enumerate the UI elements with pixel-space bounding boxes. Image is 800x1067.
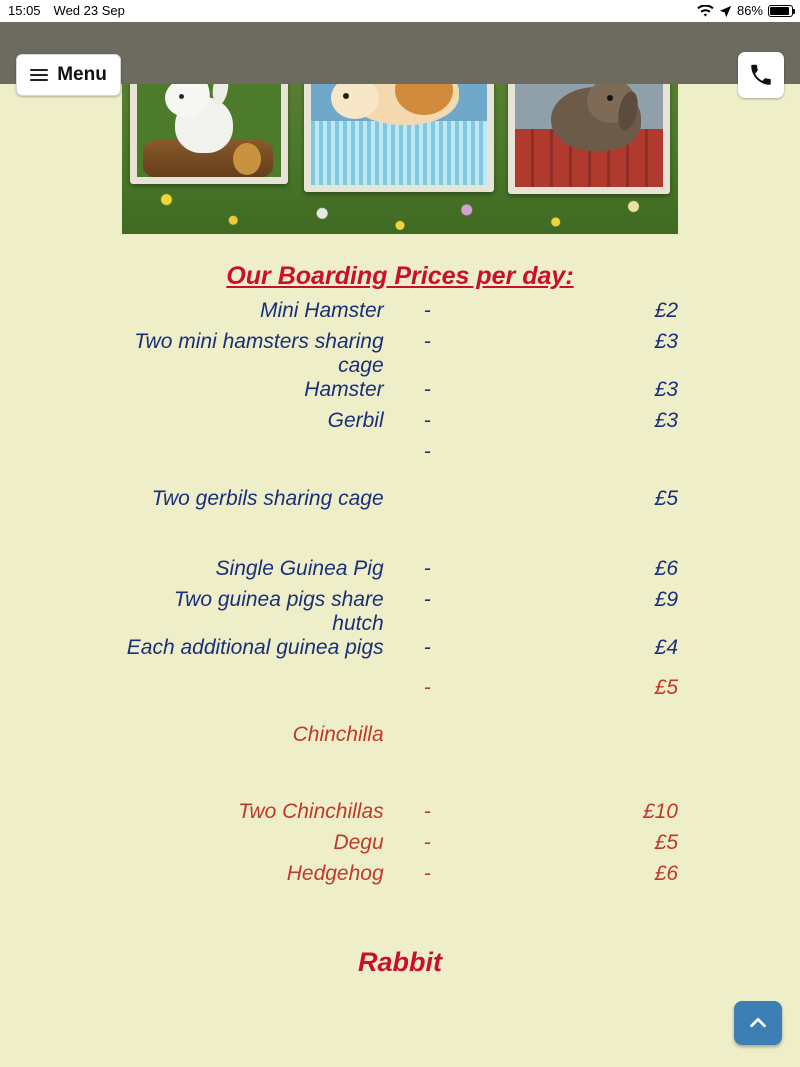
price-value: £2 <box>654 299 678 322</box>
cartoon-rabbit-head <box>165 79 207 117</box>
price-item: Mini Hamster <box>259 299 384 322</box>
price-value: £5 <box>654 487 678 510</box>
table-row <box>122 378 678 409</box>
table-row <box>122 487 678 511</box>
price-item <box>122 440 384 471</box>
table-row <box>122 409 678 440</box>
price-value: £6 <box>654 862 678 885</box>
table-row <box>122 557 678 588</box>
spacer-row <box>122 511 678 557</box>
status-time: 15:05 <box>8 3 41 18</box>
status-left <box>0 0 125 22</box>
price-value <box>471 723 678 754</box>
rabbit-eye <box>179 94 184 99</box>
price-dash: - <box>423 299 431 322</box>
page-title: Our Boarding Prices per day: <box>226 262 574 290</box>
price-dash: - <box>423 588 431 611</box>
price-value: £5 <box>654 831 678 854</box>
wifi-icon <box>697 5 714 18</box>
price-item: Two Chinchillas <box>238 800 384 823</box>
price-item: Gerbil <box>327 409 384 432</box>
table-row <box>122 800 678 831</box>
price-item: Two gerbils sharing cage <box>151 487 384 510</box>
price-item: Two guinea pigs share hutch <box>173 588 384 635</box>
price-item: Two mini hamsters sharing cage <box>134 330 384 377</box>
price-dash: - <box>423 800 431 823</box>
price-dash: - <box>423 676 431 699</box>
price-dash: - <box>423 330 431 353</box>
section-heading-rabbit: Rabbit <box>358 947 442 977</box>
price-value: £3 <box>654 330 678 353</box>
pricing-table <box>122 299 678 893</box>
price-item <box>122 676 384 707</box>
price-value: £3 <box>654 409 678 432</box>
price-dash: - <box>423 831 431 854</box>
price-value: £3 <box>654 378 678 401</box>
guinea-pig-eye <box>343 93 349 99</box>
table-row <box>122 676 678 707</box>
price-value: £6 <box>654 557 678 580</box>
price-dash: - <box>423 378 431 401</box>
price-item: Hedgehog <box>286 862 384 885</box>
table-row <box>122 831 678 862</box>
price-item: Chinchilla <box>292 723 384 746</box>
price-dash: - <box>423 557 431 580</box>
lop-rabbit-eye <box>607 95 613 101</box>
location-arrow-icon <box>719 5 732 18</box>
spacer-row <box>122 471 678 487</box>
spacer-row <box>122 707 678 723</box>
price-value: £5 <box>654 676 678 699</box>
price-dash <box>384 487 471 511</box>
spacer-row <box>122 660 678 676</box>
chevron-up-icon <box>747 1012 769 1034</box>
price-item: Hamster <box>304 378 384 401</box>
price-item: Each additional guinea pigs <box>126 636 384 659</box>
price-value: £4 <box>654 636 678 659</box>
table-row <box>122 862 678 893</box>
status-right <box>697 0 800 22</box>
bedding <box>311 121 487 185</box>
table-row <box>122 588 678 636</box>
battery-tip <box>793 9 795 14</box>
main-content <box>0 234 800 978</box>
log-hole <box>233 143 261 175</box>
back-to-top-button[interactable] <box>734 1001 782 1045</box>
price-dash: - <box>423 440 431 463</box>
menu-button-label: Menu <box>57 64 107 85</box>
hamburger-icon <box>30 66 48 84</box>
phone-call-button[interactable] <box>738 52 784 98</box>
price-dash: - <box>423 862 431 885</box>
price-dash: - <box>423 409 431 432</box>
price-value: £10 <box>642 800 678 823</box>
price-value <box>471 440 678 471</box>
phone-icon <box>748 62 774 88</box>
battery-percent: 86% <box>736 3 763 18</box>
price-value: £9 <box>654 588 678 611</box>
battery-fill <box>770 7 789 15</box>
table-row <box>122 440 678 471</box>
table-row <box>122 723 678 754</box>
table-row <box>122 330 678 378</box>
spacer-row <box>122 754 678 800</box>
menu-button[interactable] <box>16 54 121 96</box>
battery-icon <box>768 5 793 17</box>
table-row <box>122 299 678 330</box>
price-dash <box>384 723 471 754</box>
price-dash: - <box>423 636 431 659</box>
price-item: Degu <box>333 831 384 854</box>
site-header-bar <box>0 22 800 84</box>
price-item: Single Guinea Pig <box>215 557 384 580</box>
ios-status-bar <box>0 0 800 22</box>
table-row <box>122 636 678 660</box>
status-date: Wed 23 Sep <box>53 3 125 18</box>
